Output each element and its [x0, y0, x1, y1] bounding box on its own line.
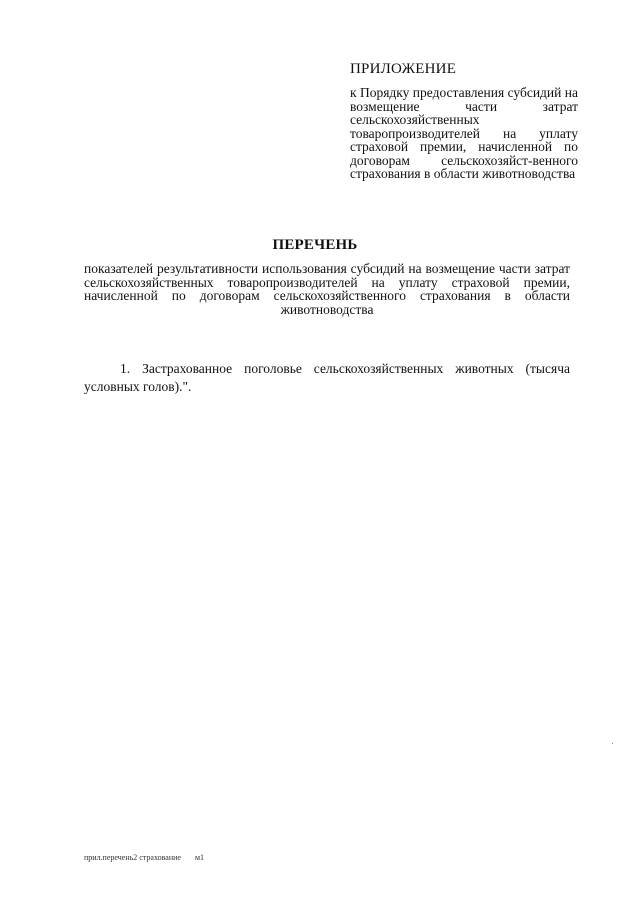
- list-subtitle: показателей результативности использования субсидий на возмещение части затрат сельскохозяйственных товаропроизводителей на уплату страховой премии, начисленной по договорам сельскохозяйственного страхования в области животноводства: [84, 261, 570, 317]
- appendix-title: ПРИЛОЖЕНИЕ: [350, 61, 457, 77]
- footer-code: м1: [194, 853, 205, 862]
- scan-speck: [612, 743, 613, 744]
- page-footer: [84, 853, 204, 863]
- list-item: 1. Застрахованное поголовье сельскохозяйственных животных (тысяча условных голов).".: [84, 361, 570, 394]
- footer-filename: прил.перечень2 страхование: [84, 853, 181, 862]
- appendix-reference: к Порядку предоставления субсидий на возмещение части затрат сельскохозяйственных товаропроизводителей на уплату страховой премии, начисленной по договорам сельскохозяйст-венного страхования в области животноводства: [350, 85, 578, 181]
- appendix-header: [350, 60, 578, 181]
- list-heading: ПЕРЕЧЕНЬ: [272, 237, 358, 253]
